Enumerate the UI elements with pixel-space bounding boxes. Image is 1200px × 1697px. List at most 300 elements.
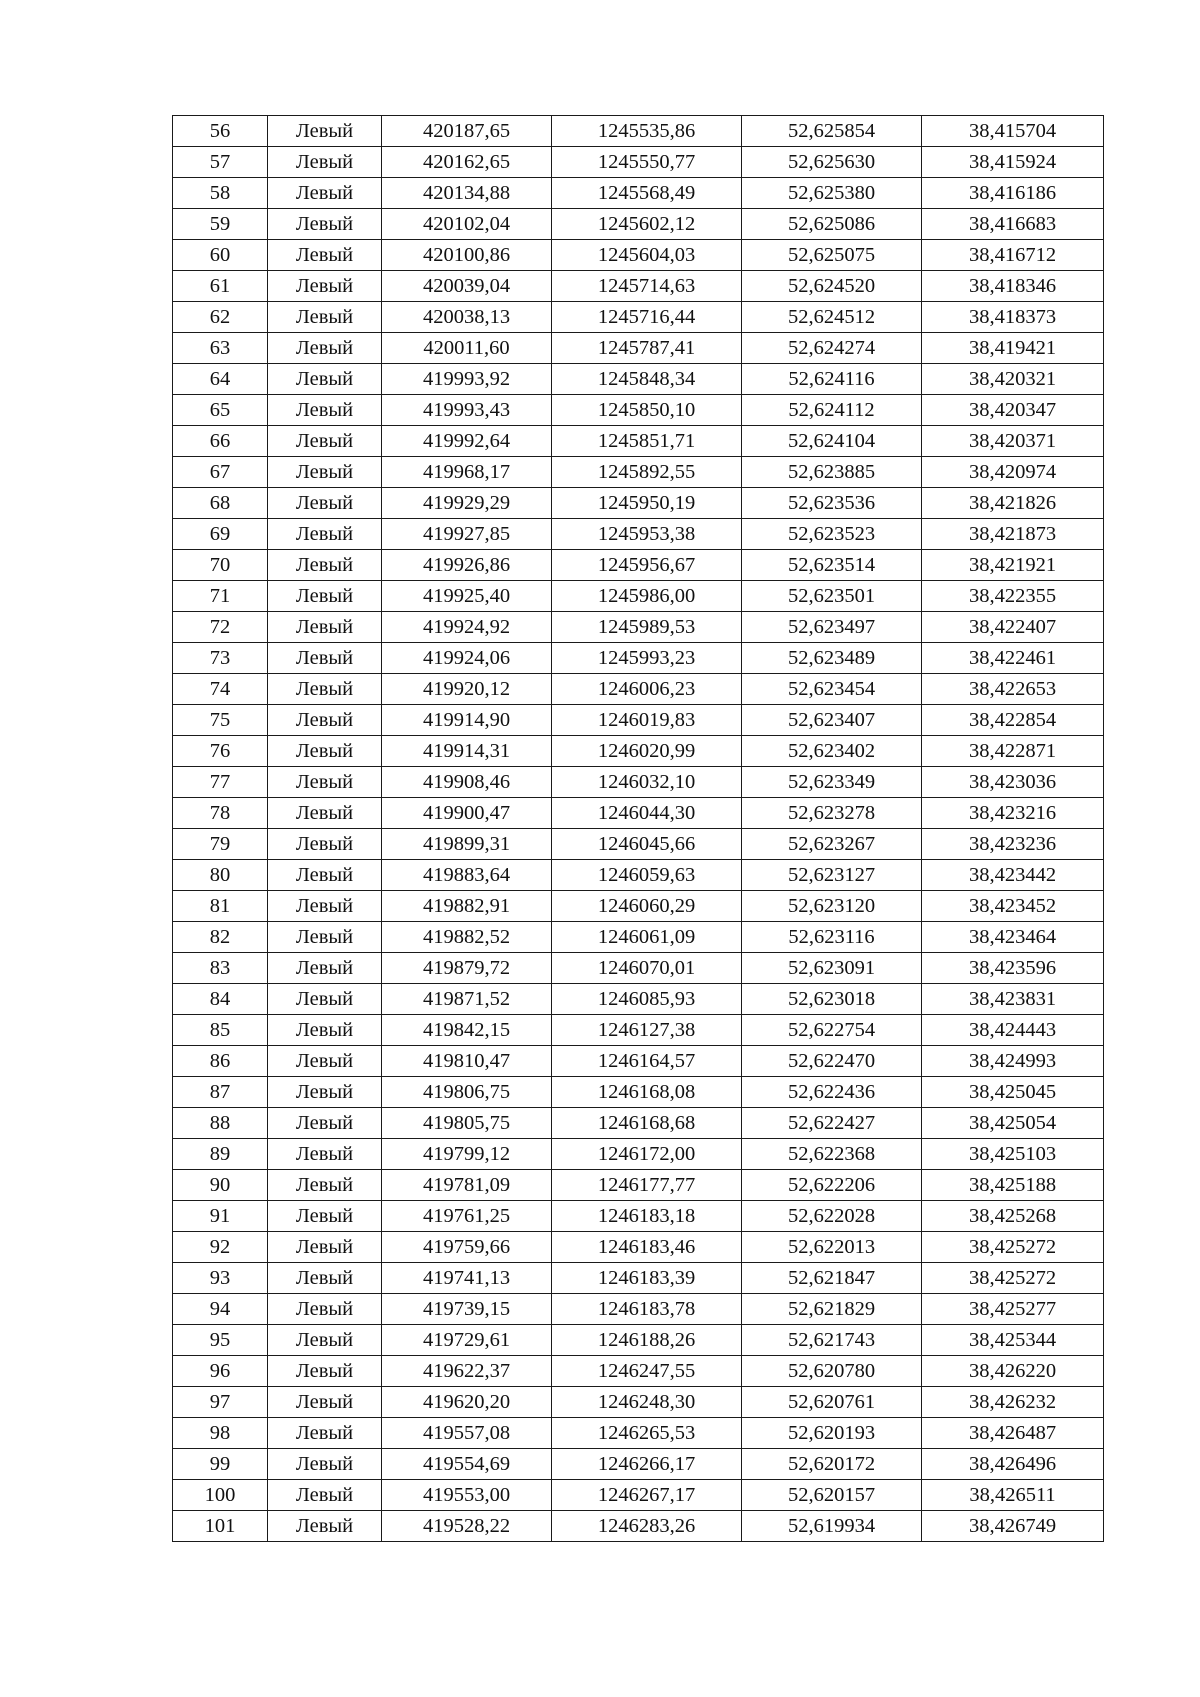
latitude-cell: 52,624520 bbox=[742, 271, 922, 302]
side-cell: Левый bbox=[268, 1294, 382, 1325]
side-cell: Левый bbox=[268, 364, 382, 395]
x-coordinate-cell: 419806,75 bbox=[382, 1077, 552, 1108]
point-number-cell: 64 bbox=[173, 364, 268, 395]
x-coordinate-cell: 419908,46 bbox=[382, 767, 552, 798]
latitude-cell: 52,621847 bbox=[742, 1263, 922, 1294]
table-row bbox=[173, 1108, 1104, 1139]
latitude-cell: 52,625086 bbox=[742, 209, 922, 240]
longitude-cell: 38,416712 bbox=[922, 240, 1104, 271]
x-coordinate-cell: 419920,12 bbox=[382, 674, 552, 705]
longitude-cell: 38,423596 bbox=[922, 953, 1104, 984]
table-row bbox=[173, 1201, 1104, 1232]
x-coordinate-cell: 419914,90 bbox=[382, 705, 552, 736]
point-number-cell: 71 bbox=[173, 581, 268, 612]
latitude-cell: 52,622436 bbox=[742, 1077, 922, 1108]
longitude-cell: 38,426511 bbox=[922, 1480, 1104, 1511]
latitude-cell: 52,621829 bbox=[742, 1294, 922, 1325]
latitude-cell: 52,622368 bbox=[742, 1139, 922, 1170]
side-cell: Левый bbox=[268, 1108, 382, 1139]
table-row bbox=[173, 736, 1104, 767]
longitude-cell: 38,425268 bbox=[922, 1201, 1104, 1232]
table-row bbox=[173, 1356, 1104, 1387]
longitude-cell: 38,420347 bbox=[922, 395, 1104, 426]
table-row bbox=[173, 147, 1104, 178]
latitude-cell: 52,620761 bbox=[742, 1387, 922, 1418]
point-number-cell: 88 bbox=[173, 1108, 268, 1139]
latitude-cell: 52,623523 bbox=[742, 519, 922, 550]
point-number-cell: 65 bbox=[173, 395, 268, 426]
y-coordinate-cell: 1246045,66 bbox=[552, 829, 742, 860]
table-row bbox=[173, 178, 1104, 209]
latitude-cell: 52,623454 bbox=[742, 674, 922, 705]
latitude-cell: 52,623402 bbox=[742, 736, 922, 767]
table-row bbox=[173, 1511, 1104, 1542]
point-number-cell: 81 bbox=[173, 891, 268, 922]
side-cell: Левый bbox=[268, 333, 382, 364]
side-cell: Левый bbox=[268, 488, 382, 519]
table-row bbox=[173, 395, 1104, 426]
y-coordinate-cell: 1246168,08 bbox=[552, 1077, 742, 1108]
point-number-cell: 99 bbox=[173, 1449, 268, 1480]
side-cell: Левый bbox=[268, 550, 382, 581]
longitude-cell: 38,416186 bbox=[922, 178, 1104, 209]
point-number-cell: 61 bbox=[173, 271, 268, 302]
longitude-cell: 38,426496 bbox=[922, 1449, 1104, 1480]
side-cell: Левый bbox=[268, 178, 382, 209]
latitude-cell: 52,623127 bbox=[742, 860, 922, 891]
latitude-cell: 52,619934 bbox=[742, 1511, 922, 1542]
longitude-cell: 38,425272 bbox=[922, 1263, 1104, 1294]
table-row bbox=[173, 519, 1104, 550]
side-cell: Левый bbox=[268, 1201, 382, 1232]
point-number-cell: 95 bbox=[173, 1325, 268, 1356]
y-coordinate-cell: 1246183,18 bbox=[552, 1201, 742, 1232]
table-row bbox=[173, 581, 1104, 612]
latitude-cell: 52,625630 bbox=[742, 147, 922, 178]
y-coordinate-cell: 1246183,78 bbox=[552, 1294, 742, 1325]
side-cell: Левый bbox=[268, 1387, 382, 1418]
longitude-cell: 38,424443 bbox=[922, 1015, 1104, 1046]
longitude-cell: 38,426232 bbox=[922, 1387, 1104, 1418]
x-coordinate-cell: 419553,00 bbox=[382, 1480, 552, 1511]
latitude-cell: 52,620780 bbox=[742, 1356, 922, 1387]
point-number-cell: 57 bbox=[173, 147, 268, 178]
point-number-cell: 98 bbox=[173, 1418, 268, 1449]
longitude-cell: 38,422854 bbox=[922, 705, 1104, 736]
point-number-cell: 92 bbox=[173, 1232, 268, 1263]
side-cell: Левый bbox=[268, 581, 382, 612]
longitude-cell: 38,423236 bbox=[922, 829, 1104, 860]
table-row bbox=[173, 705, 1104, 736]
longitude-cell: 38,422653 bbox=[922, 674, 1104, 705]
side-cell: Левый bbox=[268, 891, 382, 922]
longitude-cell: 38,423452 bbox=[922, 891, 1104, 922]
latitude-cell: 52,624512 bbox=[742, 302, 922, 333]
point-number-cell: 70 bbox=[173, 550, 268, 581]
x-coordinate-cell: 420039,04 bbox=[382, 271, 552, 302]
x-coordinate-cell: 419879,72 bbox=[382, 953, 552, 984]
y-coordinate-cell: 1245851,71 bbox=[552, 426, 742, 457]
side-cell: Левый bbox=[268, 1077, 382, 1108]
y-coordinate-cell: 1246006,23 bbox=[552, 674, 742, 705]
longitude-cell: 38,425272 bbox=[922, 1232, 1104, 1263]
table-row bbox=[173, 674, 1104, 705]
y-coordinate-cell: 1246248,30 bbox=[552, 1387, 742, 1418]
point-number-cell: 82 bbox=[173, 922, 268, 953]
latitude-cell: 52,622028 bbox=[742, 1201, 922, 1232]
latitude-cell: 52,620193 bbox=[742, 1418, 922, 1449]
x-coordinate-cell: 419842,15 bbox=[382, 1015, 552, 1046]
table-row bbox=[173, 550, 1104, 581]
latitude-cell: 52,624274 bbox=[742, 333, 922, 364]
side-cell: Левый bbox=[268, 1356, 382, 1387]
latitude-cell: 52,623497 bbox=[742, 612, 922, 643]
y-coordinate-cell: 1246247,55 bbox=[552, 1356, 742, 1387]
point-number-cell: 74 bbox=[173, 674, 268, 705]
x-coordinate-cell: 420187,65 bbox=[382, 116, 552, 147]
y-coordinate-cell: 1245550,77 bbox=[552, 147, 742, 178]
x-coordinate-cell: 419929,29 bbox=[382, 488, 552, 519]
latitude-cell: 52,623120 bbox=[742, 891, 922, 922]
longitude-cell: 38,424993 bbox=[922, 1046, 1104, 1077]
latitude-cell: 52,621743 bbox=[742, 1325, 922, 1356]
side-cell: Левый bbox=[268, 1263, 382, 1294]
y-coordinate-cell: 1246059,63 bbox=[552, 860, 742, 891]
table-row bbox=[173, 767, 1104, 798]
side-cell: Левый bbox=[268, 457, 382, 488]
y-coordinate-cell: 1246168,68 bbox=[552, 1108, 742, 1139]
longitude-cell: 38,425277 bbox=[922, 1294, 1104, 1325]
y-coordinate-cell: 1245993,23 bbox=[552, 643, 742, 674]
x-coordinate-cell: 419871,52 bbox=[382, 984, 552, 1015]
x-coordinate-cell: 419925,40 bbox=[382, 581, 552, 612]
x-coordinate-cell: 419968,17 bbox=[382, 457, 552, 488]
x-coordinate-cell: 419622,37 bbox=[382, 1356, 552, 1387]
y-coordinate-cell: 1245535,86 bbox=[552, 116, 742, 147]
latitude-cell: 52,622206 bbox=[742, 1170, 922, 1201]
x-coordinate-cell: 419781,09 bbox=[382, 1170, 552, 1201]
table-row bbox=[173, 860, 1104, 891]
longitude-cell: 38,415924 bbox=[922, 147, 1104, 178]
table-row bbox=[173, 1139, 1104, 1170]
x-coordinate-cell: 419926,86 bbox=[382, 550, 552, 581]
latitude-cell: 52,625380 bbox=[742, 178, 922, 209]
y-coordinate-cell: 1245787,41 bbox=[552, 333, 742, 364]
point-number-cell: 94 bbox=[173, 1294, 268, 1325]
point-number-cell: 87 bbox=[173, 1077, 268, 1108]
longitude-cell: 38,416683 bbox=[922, 209, 1104, 240]
table-row bbox=[173, 240, 1104, 271]
latitude-cell: 52,624112 bbox=[742, 395, 922, 426]
point-number-cell: 66 bbox=[173, 426, 268, 457]
longitude-cell: 38,422871 bbox=[922, 736, 1104, 767]
side-cell: Левый bbox=[268, 426, 382, 457]
table-row bbox=[173, 953, 1104, 984]
table-row bbox=[173, 1170, 1104, 1201]
longitude-cell: 38,426487 bbox=[922, 1418, 1104, 1449]
coordinates-table-body bbox=[173, 116, 1104, 1542]
side-cell: Левый bbox=[268, 395, 382, 426]
latitude-cell: 52,623489 bbox=[742, 643, 922, 674]
side-cell: Левый bbox=[268, 829, 382, 860]
point-number-cell: 86 bbox=[173, 1046, 268, 1077]
table-row bbox=[173, 488, 1104, 519]
x-coordinate-cell: 419882,91 bbox=[382, 891, 552, 922]
side-cell: Левый bbox=[268, 519, 382, 550]
x-coordinate-cell: 419557,08 bbox=[382, 1418, 552, 1449]
table-row bbox=[173, 1480, 1104, 1511]
latitude-cell: 52,623349 bbox=[742, 767, 922, 798]
point-number-cell: 85 bbox=[173, 1015, 268, 1046]
side-cell: Левый bbox=[268, 1449, 382, 1480]
longitude-cell: 38,423831 bbox=[922, 984, 1104, 1015]
y-coordinate-cell: 1246061,09 bbox=[552, 922, 742, 953]
y-coordinate-cell: 1245714,63 bbox=[552, 271, 742, 302]
latitude-cell: 52,620157 bbox=[742, 1480, 922, 1511]
x-coordinate-cell: 419993,43 bbox=[382, 395, 552, 426]
side-cell: Левый bbox=[268, 612, 382, 643]
side-cell: Левый bbox=[268, 271, 382, 302]
longitude-cell: 38,420371 bbox=[922, 426, 1104, 457]
y-coordinate-cell: 1246172,00 bbox=[552, 1139, 742, 1170]
table-row bbox=[173, 643, 1104, 674]
x-coordinate-cell: 420011,60 bbox=[382, 333, 552, 364]
table-row bbox=[173, 457, 1104, 488]
side-cell: Левый bbox=[268, 1046, 382, 1077]
side-cell: Левый bbox=[268, 953, 382, 984]
x-coordinate-cell: 419620,20 bbox=[382, 1387, 552, 1418]
side-cell: Левый bbox=[268, 1325, 382, 1356]
table-row bbox=[173, 829, 1104, 860]
longitude-cell: 38,421921 bbox=[922, 550, 1104, 581]
x-coordinate-cell: 419799,12 bbox=[382, 1139, 552, 1170]
longitude-cell: 38,422461 bbox=[922, 643, 1104, 674]
table-row bbox=[173, 1077, 1104, 1108]
x-coordinate-cell: 420038,13 bbox=[382, 302, 552, 333]
latitude-cell: 52,622427 bbox=[742, 1108, 922, 1139]
point-number-cell: 89 bbox=[173, 1139, 268, 1170]
table-row bbox=[173, 612, 1104, 643]
y-coordinate-cell: 1246183,46 bbox=[552, 1232, 742, 1263]
y-coordinate-cell: 1246019,83 bbox=[552, 705, 742, 736]
side-cell: Левый bbox=[268, 736, 382, 767]
latitude-cell: 52,624116 bbox=[742, 364, 922, 395]
point-number-cell: 97 bbox=[173, 1387, 268, 1418]
longitude-cell: 38,415704 bbox=[922, 116, 1104, 147]
y-coordinate-cell: 1246177,77 bbox=[552, 1170, 742, 1201]
y-coordinate-cell: 1246127,38 bbox=[552, 1015, 742, 1046]
table-row bbox=[173, 1015, 1104, 1046]
x-coordinate-cell: 419741,13 bbox=[382, 1263, 552, 1294]
point-number-cell: 72 bbox=[173, 612, 268, 643]
point-number-cell: 101 bbox=[173, 1511, 268, 1542]
x-coordinate-cell: 419914,31 bbox=[382, 736, 552, 767]
longitude-cell: 38,423036 bbox=[922, 767, 1104, 798]
y-coordinate-cell: 1245850,10 bbox=[552, 395, 742, 426]
side-cell: Левый bbox=[268, 1511, 382, 1542]
table-row bbox=[173, 1046, 1104, 1077]
point-number-cell: 80 bbox=[173, 860, 268, 891]
table-row bbox=[173, 271, 1104, 302]
table-row bbox=[173, 364, 1104, 395]
point-number-cell: 60 bbox=[173, 240, 268, 271]
longitude-cell: 38,425188 bbox=[922, 1170, 1104, 1201]
y-coordinate-cell: 1245953,38 bbox=[552, 519, 742, 550]
longitude-cell: 38,419421 bbox=[922, 333, 1104, 364]
latitude-cell: 52,622754 bbox=[742, 1015, 922, 1046]
latitude-cell: 52,624104 bbox=[742, 426, 922, 457]
x-coordinate-cell: 419528,22 bbox=[382, 1511, 552, 1542]
point-number-cell: 75 bbox=[173, 705, 268, 736]
point-number-cell: 68 bbox=[173, 488, 268, 519]
table-row bbox=[173, 116, 1104, 147]
y-coordinate-cell: 1245602,12 bbox=[552, 209, 742, 240]
table-row bbox=[173, 798, 1104, 829]
table-row bbox=[173, 922, 1104, 953]
latitude-cell: 52,625854 bbox=[742, 116, 922, 147]
point-number-cell: 90 bbox=[173, 1170, 268, 1201]
y-coordinate-cell: 1245716,44 bbox=[552, 302, 742, 333]
table-row bbox=[173, 302, 1104, 333]
table-row bbox=[173, 333, 1104, 364]
y-coordinate-cell: 1246060,29 bbox=[552, 891, 742, 922]
side-cell: Левый bbox=[268, 984, 382, 1015]
side-cell: Левый bbox=[268, 798, 382, 829]
side-cell: Левый bbox=[268, 1232, 382, 1263]
x-coordinate-cell: 419882,52 bbox=[382, 922, 552, 953]
x-coordinate-cell: 419899,31 bbox=[382, 829, 552, 860]
longitude-cell: 38,420321 bbox=[922, 364, 1104, 395]
x-coordinate-cell: 420134,88 bbox=[382, 178, 552, 209]
table-row bbox=[173, 1263, 1104, 1294]
side-cell: Левый bbox=[268, 860, 382, 891]
side-cell: Левый bbox=[268, 922, 382, 953]
x-coordinate-cell: 419992,64 bbox=[382, 426, 552, 457]
x-coordinate-cell: 419759,66 bbox=[382, 1232, 552, 1263]
side-cell: Левый bbox=[268, 767, 382, 798]
y-coordinate-cell: 1246070,01 bbox=[552, 953, 742, 984]
table-row bbox=[173, 891, 1104, 922]
x-coordinate-cell: 420102,04 bbox=[382, 209, 552, 240]
side-cell: Левый bbox=[268, 643, 382, 674]
x-coordinate-cell: 419554,69 bbox=[382, 1449, 552, 1480]
x-coordinate-cell: 420162,65 bbox=[382, 147, 552, 178]
latitude-cell: 52,620172 bbox=[742, 1449, 922, 1480]
x-coordinate-cell: 419810,47 bbox=[382, 1046, 552, 1077]
latitude-cell: 52,622013 bbox=[742, 1232, 922, 1263]
longitude-cell: 38,425054 bbox=[922, 1108, 1104, 1139]
x-coordinate-cell: 419761,25 bbox=[382, 1201, 552, 1232]
y-coordinate-cell: 1246266,17 bbox=[552, 1449, 742, 1480]
x-coordinate-cell: 420100,86 bbox=[382, 240, 552, 271]
longitude-cell: 38,423216 bbox=[922, 798, 1104, 829]
point-number-cell: 96 bbox=[173, 1356, 268, 1387]
x-coordinate-cell: 419924,92 bbox=[382, 612, 552, 643]
latitude-cell: 52,622470 bbox=[742, 1046, 922, 1077]
y-coordinate-cell: 1245986,00 bbox=[552, 581, 742, 612]
longitude-cell: 38,423464 bbox=[922, 922, 1104, 953]
point-number-cell: 63 bbox=[173, 333, 268, 364]
point-number-cell: 100 bbox=[173, 1480, 268, 1511]
longitude-cell: 38,425045 bbox=[922, 1077, 1104, 1108]
longitude-cell: 38,425103 bbox=[922, 1139, 1104, 1170]
y-coordinate-cell: 1245604,03 bbox=[552, 240, 742, 271]
longitude-cell: 38,425344 bbox=[922, 1325, 1104, 1356]
longitude-cell: 38,421873 bbox=[922, 519, 1104, 550]
point-number-cell: 69 bbox=[173, 519, 268, 550]
longitude-cell: 38,418373 bbox=[922, 302, 1104, 333]
y-coordinate-cell: 1246164,57 bbox=[552, 1046, 742, 1077]
point-number-cell: 84 bbox=[173, 984, 268, 1015]
side-cell: Левый bbox=[268, 116, 382, 147]
side-cell: Левый bbox=[268, 302, 382, 333]
point-number-cell: 91 bbox=[173, 1201, 268, 1232]
point-number-cell: 56 bbox=[173, 116, 268, 147]
y-coordinate-cell: 1245848,34 bbox=[552, 364, 742, 395]
y-coordinate-cell: 1246020,99 bbox=[552, 736, 742, 767]
y-coordinate-cell: 1246188,26 bbox=[552, 1325, 742, 1356]
point-number-cell: 79 bbox=[173, 829, 268, 860]
latitude-cell: 52,623885 bbox=[742, 457, 922, 488]
table-row bbox=[173, 984, 1104, 1015]
y-coordinate-cell: 1245956,67 bbox=[552, 550, 742, 581]
side-cell: Левый bbox=[268, 147, 382, 178]
x-coordinate-cell: 419924,06 bbox=[382, 643, 552, 674]
x-coordinate-cell: 419993,92 bbox=[382, 364, 552, 395]
latitude-cell: 52,623407 bbox=[742, 705, 922, 736]
latitude-cell: 52,623514 bbox=[742, 550, 922, 581]
y-coordinate-cell: 1246283,26 bbox=[552, 1511, 742, 1542]
y-coordinate-cell: 1245568,49 bbox=[552, 178, 742, 209]
latitude-cell: 52,623536 bbox=[742, 488, 922, 519]
y-coordinate-cell: 1246085,93 bbox=[552, 984, 742, 1015]
side-cell: Левый bbox=[268, 240, 382, 271]
y-coordinate-cell: 1245892,55 bbox=[552, 457, 742, 488]
latitude-cell: 52,623501 bbox=[742, 581, 922, 612]
point-number-cell: 77 bbox=[173, 767, 268, 798]
x-coordinate-cell: 419927,85 bbox=[382, 519, 552, 550]
latitude-cell: 52,623267 bbox=[742, 829, 922, 860]
table-row bbox=[173, 209, 1104, 240]
longitude-cell: 38,421826 bbox=[922, 488, 1104, 519]
point-number-cell: 58 bbox=[173, 178, 268, 209]
point-number-cell: 93 bbox=[173, 1263, 268, 1294]
point-number-cell: 62 bbox=[173, 302, 268, 333]
point-number-cell: 83 bbox=[173, 953, 268, 984]
latitude-cell: 52,623278 bbox=[742, 798, 922, 829]
side-cell: Левый bbox=[268, 1139, 382, 1170]
longitude-cell: 38,422355 bbox=[922, 581, 1104, 612]
latitude-cell: 52,625075 bbox=[742, 240, 922, 271]
latitude-cell: 52,623018 bbox=[742, 984, 922, 1015]
side-cell: Левый bbox=[268, 1015, 382, 1046]
table-row bbox=[173, 1418, 1104, 1449]
longitude-cell: 38,422407 bbox=[922, 612, 1104, 643]
side-cell: Левый bbox=[268, 209, 382, 240]
x-coordinate-cell: 419883,64 bbox=[382, 860, 552, 891]
latitude-cell: 52,623091 bbox=[742, 953, 922, 984]
x-coordinate-cell: 419900,47 bbox=[382, 798, 552, 829]
x-coordinate-cell: 419805,75 bbox=[382, 1108, 552, 1139]
side-cell: Левый bbox=[268, 1418, 382, 1449]
table-row bbox=[173, 1232, 1104, 1263]
point-number-cell: 78 bbox=[173, 798, 268, 829]
table-row bbox=[173, 1387, 1104, 1418]
y-coordinate-cell: 1246267,17 bbox=[552, 1480, 742, 1511]
longitude-cell: 38,426749 bbox=[922, 1511, 1104, 1542]
point-number-cell: 76 bbox=[173, 736, 268, 767]
x-coordinate-cell: 419739,15 bbox=[382, 1294, 552, 1325]
